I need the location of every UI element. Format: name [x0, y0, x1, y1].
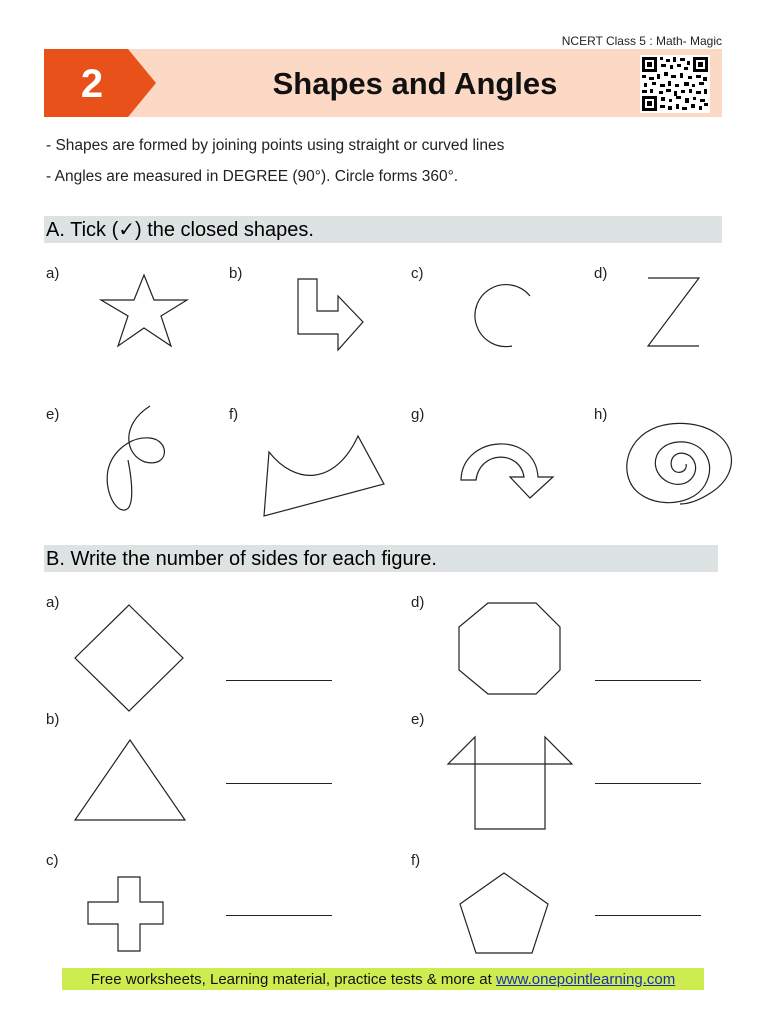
section-a-label-d: d): [594, 265, 608, 282]
section-b-label-f: f): [411, 852, 421, 869]
series-label: NCERT Class 5 : Math- Magic: [561, 34, 722, 48]
answer-blank-e[interactable]: [595, 783, 701, 784]
section-b-label-e: e): [411, 711, 425, 728]
section-a-label-h: h): [594, 406, 608, 423]
section-b-heading: B. Write the number of sides for each figure.: [44, 545, 718, 572]
section-b-label-a: a): [46, 594, 60, 611]
section-a-label-f: f): [229, 406, 239, 423]
section-a-label-c: c): [411, 265, 424, 282]
section-a-label-g: g): [411, 406, 425, 423]
answer-blank-d[interactable]: [595, 680, 701, 681]
section-a-heading: A. Tick (✓) the closed shapes.: [44, 216, 722, 243]
section-a-label-a: a): [46, 265, 60, 282]
section-b-label-d: d): [411, 594, 425, 611]
chapter-number: 2: [80, 62, 104, 106]
footer-text: Free worksheets, Learning material, practice tests & more at: [90, 971, 496, 988]
note-angles: - Angles are measured in DEGREE (90°). Circle forms 360°.: [46, 168, 459, 185]
answer-blank-f[interactable]: [595, 915, 701, 916]
section-a-label-e: e): [46, 406, 60, 423]
note-shapes: - Shapes are formed by joining points using straight or curved lines: [46, 137, 505, 154]
footer-link[interactable]: www.onepointlearning.com: [495, 971, 676, 988]
answer-blank-b[interactable]: [226, 783, 332, 784]
page-title: Shapes and Angles: [272, 66, 558, 101]
answer-blank-a[interactable]: [226, 680, 332, 681]
section-b-label-c: c): [46, 852, 59, 869]
section-b-label-b: b): [46, 711, 60, 728]
section-a-label-b: b): [229, 265, 243, 282]
footer-banner: [62, 968, 704, 990]
answer-blank-c[interactable]: [226, 915, 332, 916]
